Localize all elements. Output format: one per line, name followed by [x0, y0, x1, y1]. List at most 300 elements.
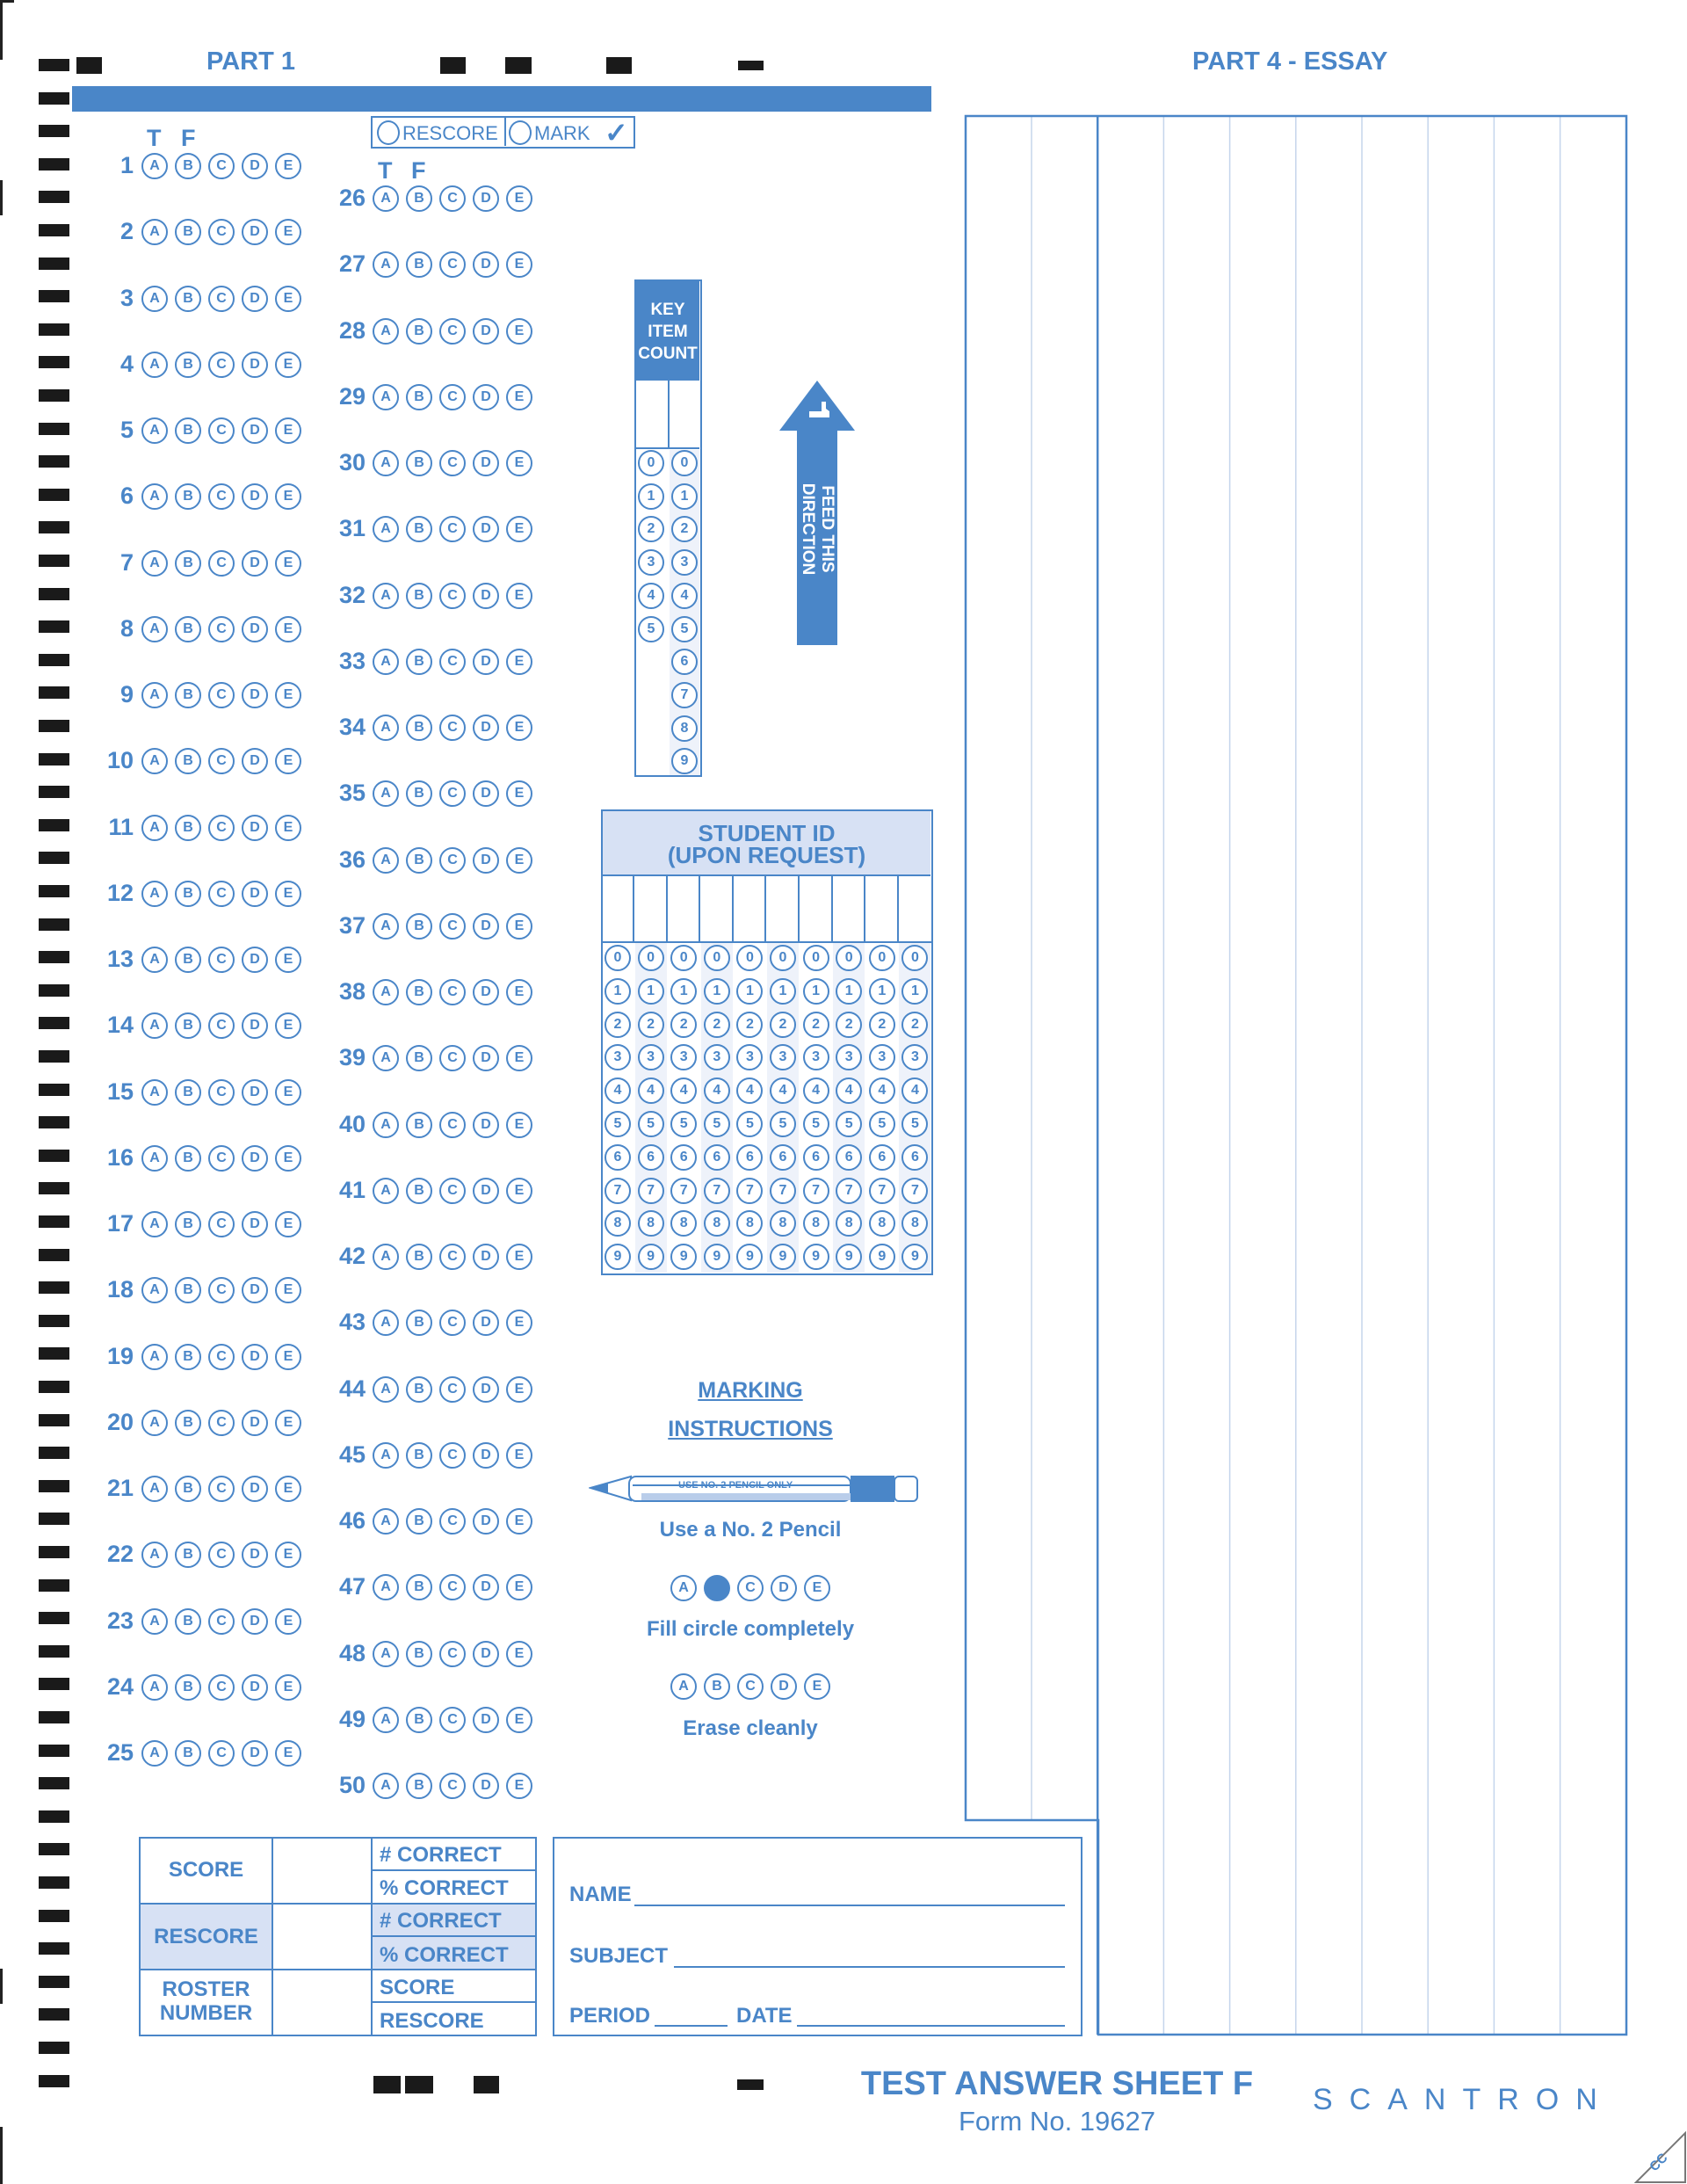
student-id-bubble-col4-5[interactable]: 5: [704, 1111, 730, 1137]
student-id-bubble-col7-3[interactable]: 3: [803, 1044, 829, 1070]
example-bubble-b[interactable]: B: [704, 1575, 730, 1601]
student-id-bubble-col1-1[interactable]: 1: [605, 978, 631, 1005]
answer-bubble-16-e[interactable]: E: [275, 1145, 301, 1172]
answer-bubble-36-e[interactable]: E: [506, 847, 532, 874]
student-id-bubble-col5-2[interactable]: 2: [736, 1012, 763, 1038]
answer-bubble-44-b[interactable]: B: [406, 1376, 432, 1403]
answer-bubble-44-c[interactable]: C: [439, 1376, 466, 1403]
answer-bubble-3-c[interactable]: C: [208, 286, 235, 312]
answer-bubble-29-d[interactable]: D: [473, 384, 499, 410]
answer-bubble-5-c[interactable]: C: [208, 417, 235, 444]
answer-bubble-17-d[interactable]: D: [242, 1211, 268, 1237]
answer-bubble-3-a[interactable]: A: [141, 286, 168, 312]
answer-bubble-25-b[interactable]: B: [175, 1740, 201, 1767]
student-id-bubble-col7-2[interactable]: 2: [803, 1012, 829, 1038]
key-count-ones-8[interactable]: 8: [671, 715, 698, 742]
answer-bubble-34-a[interactable]: A: [373, 715, 399, 741]
answer-bubble-48-c[interactable]: C: [439, 1641, 466, 1667]
student-id-bubble-col9-0[interactable]: 0: [869, 945, 895, 971]
student-id-bubble-col8-8[interactable]: 8: [836, 1210, 862, 1237]
answer-bubble-27-d[interactable]: D: [473, 251, 499, 278]
answer-bubble-4-c[interactable]: C: [208, 352, 235, 378]
student-id-bubble-col2-6[interactable]: 6: [638, 1144, 664, 1171]
answer-bubble-20-a[interactable]: A: [141, 1410, 168, 1436]
student-id-bubble-col9-2[interactable]: 2: [869, 1012, 895, 1038]
student-id-bubble-col6-2[interactable]: 2: [770, 1012, 796, 1038]
answer-bubble-48-e[interactable]: E: [506, 1641, 532, 1667]
answer-bubble-11-a[interactable]: A: [141, 815, 168, 841]
key-count-ones-7[interactable]: 7: [671, 682, 698, 708]
answer-bubble-50-d[interactable]: D: [473, 1773, 499, 1799]
answer-bubble-12-d[interactable]: D: [242, 881, 268, 907]
answer-bubble-14-b[interactable]: B: [175, 1012, 201, 1039]
answer-bubble-7-e[interactable]: E: [275, 550, 301, 577]
student-id-bubble-col1-9[interactable]: 9: [605, 1244, 631, 1270]
student-id-bubble-col9-5[interactable]: 5: [869, 1111, 895, 1137]
answer-bubble-47-b[interactable]: B: [406, 1574, 432, 1600]
answer-bubble-40-b[interactable]: B: [406, 1112, 432, 1138]
answer-bubble-35-e[interactable]: E: [506, 780, 532, 807]
answer-bubble-12-c[interactable]: C: [208, 881, 235, 907]
student-id-bubble-col8-4[interactable]: 4: [836, 1077, 862, 1104]
answer-bubble-25-c[interactable]: C: [208, 1740, 235, 1767]
student-id-bubble-col2-7[interactable]: 7: [638, 1178, 664, 1204]
key-count-ones-3[interactable]: 3: [671, 549, 698, 576]
answer-bubble-16-d[interactable]: D: [242, 1145, 268, 1172]
answer-bubble-10-d[interactable]: D: [242, 748, 268, 774]
answer-bubble-38-a[interactable]: A: [373, 979, 399, 1005]
student-id-bubble-col3-7[interactable]: 7: [670, 1178, 697, 1204]
answer-bubble-39-b[interactable]: B: [406, 1045, 432, 1071]
answer-bubble-10-c[interactable]: C: [208, 748, 235, 774]
student-id-bubble-col8-2[interactable]: 2: [836, 1012, 862, 1038]
answer-bubble-42-a[interactable]: A: [373, 1244, 399, 1270]
answer-bubble-2-c[interactable]: C: [208, 219, 235, 245]
student-id-bubble-col5-9[interactable]: 9: [736, 1244, 763, 1270]
answer-bubble-32-d[interactable]: D: [473, 583, 499, 609]
answer-bubble-39-c[interactable]: C: [439, 1045, 466, 1071]
student-id-bubble-col2-1[interactable]: 1: [638, 978, 664, 1005]
example-bubble-e[interactable]: E: [804, 1673, 830, 1700]
answer-bubble-3-e[interactable]: E: [275, 286, 301, 312]
answer-bubble-41-a[interactable]: A: [373, 1178, 399, 1204]
student-id-bubble-col6-9[interactable]: 9: [770, 1244, 796, 1270]
student-id-bubble-col3-5[interactable]: 5: [670, 1111, 697, 1137]
answer-bubble-21-c[interactable]: C: [208, 1476, 235, 1502]
answer-bubble-26-d[interactable]: D: [473, 185, 499, 212]
example-bubble-c[interactable]: C: [737, 1575, 764, 1601]
answer-bubble-7-a[interactable]: A: [141, 550, 168, 577]
answer-bubble-6-b[interactable]: B: [175, 483, 201, 510]
answer-bubble-28-e[interactable]: E: [506, 318, 532, 345]
answer-bubble-49-c[interactable]: C: [439, 1707, 466, 1733]
answer-bubble-4-b[interactable]: B: [175, 352, 201, 378]
student-id-bubble-col10-5[interactable]: 5: [901, 1111, 928, 1137]
answer-bubble-20-c[interactable]: C: [208, 1410, 235, 1436]
student-id-bubble-col7-7[interactable]: 7: [803, 1178, 829, 1204]
student-id-bubble-col10-6[interactable]: 6: [901, 1144, 928, 1171]
student-id-bubble-col8-9[interactable]: 9: [836, 1244, 862, 1270]
answer-bubble-36-a[interactable]: A: [373, 847, 399, 874]
answer-bubble-19-a[interactable]: A: [141, 1344, 168, 1370]
answer-bubble-50-c[interactable]: C: [439, 1773, 466, 1799]
answer-bubble-28-c[interactable]: C: [439, 318, 466, 345]
answer-bubble-11-b[interactable]: B: [175, 815, 201, 841]
answer-bubble-8-a[interactable]: A: [141, 616, 168, 642]
example-bubble-b[interactable]: B: [704, 1673, 730, 1700]
student-id-bubble-col1-3[interactable]: 3: [605, 1044, 631, 1070]
answer-bubble-30-d[interactable]: D: [473, 450, 499, 476]
answer-bubble-23-d[interactable]: D: [242, 1608, 268, 1635]
answer-bubble-28-d[interactable]: D: [473, 318, 499, 345]
answer-bubble-17-a[interactable]: A: [141, 1211, 168, 1237]
student-id-bubble-col5-0[interactable]: 0: [736, 945, 763, 971]
answer-bubble-24-b[interactable]: B: [175, 1674, 201, 1701]
answer-bubble-37-e[interactable]: E: [506, 913, 532, 940]
answer-bubble-21-d[interactable]: D: [242, 1476, 268, 1502]
answer-bubble-18-d[interactable]: D: [242, 1277, 268, 1303]
student-id-bubble-col7-6[interactable]: 6: [803, 1144, 829, 1171]
student-id-bubble-col7-1[interactable]: 1: [803, 978, 829, 1005]
answer-bubble-13-c[interactable]: C: [208, 947, 235, 973]
student-id-bubble-col4-3[interactable]: 3: [704, 1044, 730, 1070]
student-id-bubble-col6-3[interactable]: 3: [770, 1044, 796, 1070]
answer-bubble-45-e[interactable]: E: [506, 1442, 532, 1469]
student-id-bubble-col5-8[interactable]: 8: [736, 1210, 763, 1237]
answer-bubble-30-a[interactable]: A: [373, 450, 399, 476]
example-bubble-d[interactable]: D: [771, 1673, 797, 1700]
answer-bubble-4-d[interactable]: D: [242, 352, 268, 378]
student-id-bubble-col1-2[interactable]: 2: [605, 1012, 631, 1038]
answer-bubble-21-a[interactable]: A: [141, 1476, 168, 1502]
answer-bubble-31-b[interactable]: B: [406, 516, 432, 542]
student-id-bubble-col10-7[interactable]: 7: [901, 1178, 928, 1204]
answer-bubble-30-c[interactable]: C: [439, 450, 466, 476]
answer-bubble-24-a[interactable]: A: [141, 1674, 168, 1701]
student-id-bubble-col9-3[interactable]: 3: [869, 1044, 895, 1070]
answer-bubble-11-e[interactable]: E: [275, 815, 301, 841]
student-id-bubble-col7-4[interactable]: 4: [803, 1077, 829, 1104]
example-bubble-c[interactable]: C: [737, 1673, 764, 1700]
answer-bubble-39-a[interactable]: A: [373, 1045, 399, 1071]
answer-bubble-23-a[interactable]: A: [141, 1608, 168, 1635]
answer-bubble-15-a[interactable]: A: [141, 1079, 168, 1106]
answer-bubble-26-e[interactable]: E: [506, 185, 532, 212]
answer-bubble-32-c[interactable]: C: [439, 583, 466, 609]
answer-bubble-48-a[interactable]: A: [373, 1641, 399, 1667]
answer-bubble-22-a[interactable]: A: [141, 1542, 168, 1568]
answer-bubble-43-d[interactable]: D: [473, 1310, 499, 1336]
answer-bubble-6-d[interactable]: D: [242, 483, 268, 510]
answer-bubble-20-d[interactable]: D: [242, 1410, 268, 1436]
answer-bubble-22-d[interactable]: D: [242, 1542, 268, 1568]
answer-bubble-24-c[interactable]: C: [208, 1674, 235, 1701]
answer-bubble-35-b[interactable]: B: [406, 780, 432, 807]
answer-bubble-36-c[interactable]: C: [439, 847, 466, 874]
period-field[interactable]: [655, 2025, 728, 2027]
answer-bubble-5-b[interactable]: B: [175, 417, 201, 444]
answer-bubble-4-e[interactable]: E: [275, 352, 301, 378]
answer-bubble-37-a[interactable]: A: [373, 913, 399, 940]
answer-bubble-16-c[interactable]: C: [208, 1145, 235, 1172]
answer-bubble-36-b[interactable]: B: [406, 847, 432, 874]
answer-bubble-29-b[interactable]: B: [406, 384, 432, 410]
student-id-bubble-col6-8[interactable]: 8: [770, 1210, 796, 1237]
example-bubble-d[interactable]: D: [771, 1575, 797, 1601]
answer-bubble-44-e[interactable]: E: [506, 1376, 532, 1403]
answer-bubble-27-c[interactable]: C: [439, 251, 466, 278]
answer-bubble-16-a[interactable]: A: [141, 1145, 168, 1172]
answer-bubble-18-a[interactable]: A: [141, 1277, 168, 1303]
answer-bubble-11-d[interactable]: D: [242, 815, 268, 841]
answer-bubble-8-b[interactable]: B: [175, 616, 201, 642]
answer-bubble-27-b[interactable]: B: [406, 251, 432, 278]
answer-bubble-43-a[interactable]: A: [373, 1310, 399, 1336]
answer-bubble-8-e[interactable]: E: [275, 616, 301, 642]
answer-bubble-1-e[interactable]: E: [275, 153, 301, 179]
answer-bubble-42-c[interactable]: C: [439, 1244, 466, 1270]
answer-bubble-13-d[interactable]: D: [242, 947, 268, 973]
student-id-bubble-col3-6[interactable]: 6: [670, 1144, 697, 1171]
answer-bubble-37-c[interactable]: C: [439, 913, 466, 940]
answer-bubble-41-d[interactable]: D: [473, 1178, 499, 1204]
answer-bubble-50-b[interactable]: B: [406, 1773, 432, 1799]
answer-bubble-14-a[interactable]: A: [141, 1012, 168, 1039]
answer-bubble-5-d[interactable]: D: [242, 417, 268, 444]
answer-bubble-38-c[interactable]: C: [439, 979, 466, 1005]
answer-bubble-32-b[interactable]: B: [406, 583, 432, 609]
answer-bubble-33-d[interactable]: D: [473, 649, 499, 675]
answer-bubble-7-c[interactable]: C: [208, 550, 235, 577]
answer-bubble-12-e[interactable]: E: [275, 881, 301, 907]
answer-bubble-36-d[interactable]: D: [473, 847, 499, 874]
student-id-bubble-col9-1[interactable]: 1: [869, 978, 895, 1005]
answer-bubble-1-c[interactable]: C: [208, 153, 235, 179]
student-id-bubble-col4-6[interactable]: 6: [704, 1144, 730, 1171]
student-id-bubble-col10-4[interactable]: 4: [901, 1077, 928, 1104]
answer-bubble-47-c[interactable]: C: [439, 1574, 466, 1600]
student-id-bubble-col4-9[interactable]: 9: [704, 1244, 730, 1270]
answer-bubble-6-e[interactable]: E: [275, 483, 301, 510]
student-id-bubble-col2-5[interactable]: 5: [638, 1111, 664, 1137]
answer-bubble-45-c[interactable]: C: [439, 1442, 466, 1469]
answer-bubble-12-a[interactable]: A: [141, 881, 168, 907]
answer-bubble-37-d[interactable]: D: [473, 913, 499, 940]
answer-bubble-5-e[interactable]: E: [275, 417, 301, 444]
answer-bubble-9-d[interactable]: D: [242, 682, 268, 708]
student-id-bubble-col6-6[interactable]: 6: [770, 1144, 796, 1171]
student-id-bubble-col2-0[interactable]: 0: [638, 945, 664, 971]
answer-bubble-10-e[interactable]: E: [275, 748, 301, 774]
student-id-bubble-col6-0[interactable]: 0: [770, 945, 796, 971]
student-id-bubble-col6-4[interactable]: 4: [770, 1077, 796, 1104]
answer-bubble-1-b[interactable]: B: [175, 153, 201, 179]
answer-bubble-21-e[interactable]: E: [275, 1476, 301, 1502]
answer-bubble-23-e[interactable]: E: [275, 1608, 301, 1635]
student-id-bubble-col2-2[interactable]: 2: [638, 1012, 664, 1038]
student-id-bubble-col7-8[interactable]: 8: [803, 1210, 829, 1237]
example-bubble-a[interactable]: A: [670, 1673, 697, 1700]
answer-bubble-35-c[interactable]: C: [439, 780, 466, 807]
answer-bubble-45-a[interactable]: A: [373, 1442, 399, 1469]
student-id-bubble-col2-4[interactable]: 4: [638, 1077, 664, 1104]
student-id-bubble-col3-8[interactable]: 8: [670, 1210, 697, 1237]
answer-bubble-33-a[interactable]: A: [373, 649, 399, 675]
answer-bubble-6-a[interactable]: A: [141, 483, 168, 510]
answer-bubble-31-e[interactable]: E: [506, 516, 532, 542]
answer-bubble-1-d[interactable]: D: [242, 153, 268, 179]
student-id-bubble-col5-4[interactable]: 4: [736, 1077, 763, 1104]
student-id-bubble-col9-9[interactable]: 9: [869, 1244, 895, 1270]
answer-bubble-25-a[interactable]: A: [141, 1740, 168, 1767]
answer-bubble-39-d[interactable]: D: [473, 1045, 499, 1071]
answer-bubble-4-a[interactable]: A: [141, 352, 168, 378]
key-count-tens-4[interactable]: 4: [638, 583, 664, 609]
student-id-bubble-col3-4[interactable]: 4: [670, 1077, 697, 1104]
student-id-bubble-col8-3[interactable]: 3: [836, 1044, 862, 1070]
answer-bubble-9-b[interactable]: B: [175, 682, 201, 708]
answer-bubble-8-d[interactable]: D: [242, 616, 268, 642]
student-id-bubble-col7-0[interactable]: 0: [803, 945, 829, 971]
key-count-ones-4[interactable]: 4: [671, 583, 698, 609]
answer-bubble-24-d[interactable]: D: [242, 1674, 268, 1701]
answer-bubble-40-a[interactable]: A: [373, 1112, 399, 1138]
answer-bubble-46-c[interactable]: C: [439, 1508, 466, 1535]
answer-bubble-21-b[interactable]: B: [175, 1476, 201, 1502]
answer-bubble-18-e[interactable]: E: [275, 1277, 301, 1303]
student-id-bubble-col9-4[interactable]: 4: [869, 1077, 895, 1104]
answer-bubble-17-b[interactable]: B: [175, 1211, 201, 1237]
student-id-bubble-col2-8[interactable]: 8: [638, 1210, 664, 1237]
example-bubble-a[interactable]: A: [670, 1575, 697, 1601]
student-id-bubble-col6-7[interactable]: 7: [770, 1178, 796, 1204]
student-id-bubble-col8-5[interactable]: 5: [836, 1111, 862, 1137]
answer-bubble-11-c[interactable]: C: [208, 815, 235, 841]
answer-bubble-12-b[interactable]: B: [175, 881, 201, 907]
answer-bubble-14-c[interactable]: C: [208, 1012, 235, 1039]
answer-bubble-43-c[interactable]: C: [439, 1310, 466, 1336]
key-count-ones-2[interactable]: 2: [671, 516, 698, 542]
answer-bubble-2-a[interactable]: A: [141, 219, 168, 245]
answer-bubble-2-d[interactable]: D: [242, 219, 268, 245]
student-id-bubble-col1-7[interactable]: 7: [605, 1178, 631, 1204]
answer-bubble-8-c[interactable]: C: [208, 616, 235, 642]
answer-bubble-42-b[interactable]: B: [406, 1244, 432, 1270]
student-id-bubble-col5-1[interactable]: 1: [736, 978, 763, 1005]
student-id-bubble-col9-6[interactable]: 6: [869, 1144, 895, 1171]
student-id-bubble-col3-0[interactable]: 0: [670, 945, 697, 971]
answer-bubble-41-e[interactable]: E: [506, 1178, 532, 1204]
answer-bubble-49-d[interactable]: D: [473, 1707, 499, 1733]
answer-bubble-19-d[interactable]: D: [242, 1344, 268, 1370]
answer-bubble-49-b[interactable]: B: [406, 1707, 432, 1733]
answer-bubble-28-b[interactable]: B: [406, 318, 432, 345]
answer-bubble-22-c[interactable]: C: [208, 1542, 235, 1568]
answer-bubble-32-e[interactable]: E: [506, 583, 532, 609]
example-bubble-e[interactable]: E: [804, 1575, 830, 1601]
answer-bubble-13-b[interactable]: B: [175, 947, 201, 973]
answer-bubble-34-c[interactable]: C: [439, 715, 466, 741]
answer-bubble-16-b[interactable]: B: [175, 1145, 201, 1172]
student-id-bubble-col5-6[interactable]: 6: [736, 1144, 763, 1171]
answer-bubble-9-a[interactable]: A: [141, 682, 168, 708]
student-id-bubble-col4-8[interactable]: 8: [704, 1210, 730, 1237]
answer-bubble-41-c[interactable]: C: [439, 1178, 466, 1204]
answer-bubble-27-a[interactable]: A: [373, 251, 399, 278]
key-count-tens-3[interactable]: 3: [638, 549, 664, 576]
answer-bubble-20-e[interactable]: E: [275, 1410, 301, 1436]
answer-bubble-42-d[interactable]: D: [473, 1244, 499, 1270]
answer-bubble-23-c[interactable]: C: [208, 1608, 235, 1635]
answer-bubble-34-e[interactable]: E: [506, 715, 532, 741]
answer-bubble-33-e[interactable]: E: [506, 649, 532, 675]
answer-bubble-46-b[interactable]: B: [406, 1508, 432, 1535]
student-id-bubble-col8-1[interactable]: 1: [836, 978, 862, 1005]
answer-bubble-13-a[interactable]: A: [141, 947, 168, 973]
answer-bubble-26-a[interactable]: A: [373, 185, 399, 212]
answer-bubble-22-e[interactable]: E: [275, 1542, 301, 1568]
key-count-tens-1[interactable]: 1: [638, 483, 664, 510]
name-field[interactable]: [634, 1905, 1065, 1906]
answer-bubble-23-b[interactable]: B: [175, 1608, 201, 1635]
student-id-bubble-col10-9[interactable]: 9: [901, 1244, 928, 1270]
answer-bubble-26-b[interactable]: B: [406, 185, 432, 212]
student-id-bubble-col3-2[interactable]: 2: [670, 1012, 697, 1038]
answer-bubble-40-e[interactable]: E: [506, 1112, 532, 1138]
answer-bubble-7-d[interactable]: D: [242, 550, 268, 577]
answer-bubble-31-c[interactable]: C: [439, 516, 466, 542]
answer-bubble-28-a[interactable]: A: [373, 318, 399, 345]
answer-bubble-17-e[interactable]: E: [275, 1211, 301, 1237]
answer-bubble-27-e[interactable]: E: [506, 251, 532, 278]
answer-bubble-9-e[interactable]: E: [275, 682, 301, 708]
student-id-bubble-col10-2[interactable]: 2: [901, 1012, 928, 1038]
answer-bubble-48-b[interactable]: B: [406, 1641, 432, 1667]
answer-bubble-15-c[interactable]: C: [208, 1079, 235, 1106]
answer-bubble-15-e[interactable]: E: [275, 1079, 301, 1106]
answer-bubble-46-a[interactable]: A: [373, 1508, 399, 1535]
answer-bubble-18-b[interactable]: B: [175, 1277, 201, 1303]
answer-bubble-10-a[interactable]: A: [141, 748, 168, 774]
key-count-ones-5[interactable]: 5: [671, 616, 698, 642]
student-id-bubble-col6-5[interactable]: 5: [770, 1111, 796, 1137]
answer-bubble-19-b[interactable]: B: [175, 1344, 201, 1370]
student-id-bubble-col8-6[interactable]: 6: [836, 1144, 862, 1171]
student-id-bubble-col3-1[interactable]: 1: [670, 978, 697, 1005]
answer-bubble-35-d[interactable]: D: [473, 780, 499, 807]
answer-bubble-9-c[interactable]: C: [208, 682, 235, 708]
answer-bubble-30-b[interactable]: B: [406, 450, 432, 476]
answer-bubble-42-e[interactable]: E: [506, 1244, 532, 1270]
answer-bubble-6-c[interactable]: C: [208, 483, 235, 510]
answer-bubble-2-e[interactable]: E: [275, 219, 301, 245]
answer-bubble-25-d[interactable]: D: [242, 1740, 268, 1767]
student-id-bubble-col1-6[interactable]: 6: [605, 1144, 631, 1171]
answer-bubble-19-e[interactable]: E: [275, 1344, 301, 1370]
student-id-bubble-col5-5[interactable]: 5: [736, 1111, 763, 1137]
answer-bubble-7-b[interactable]: B: [175, 550, 201, 577]
answer-bubble-43-b[interactable]: B: [406, 1310, 432, 1336]
answer-bubble-26-c[interactable]: C: [439, 185, 466, 212]
answer-bubble-47-a[interactable]: A: [373, 1574, 399, 1600]
answer-bubble-50-e[interactable]: E: [506, 1773, 532, 1799]
answer-bubble-38-e[interactable]: E: [506, 979, 532, 1005]
answer-bubble-31-d[interactable]: D: [473, 516, 499, 542]
student-id-bubble-col1-4[interactable]: 4: [605, 1077, 631, 1104]
answer-bubble-34-d[interactable]: D: [473, 715, 499, 741]
answer-bubble-37-b[interactable]: B: [406, 913, 432, 940]
answer-bubble-46-d[interactable]: D: [473, 1508, 499, 1535]
